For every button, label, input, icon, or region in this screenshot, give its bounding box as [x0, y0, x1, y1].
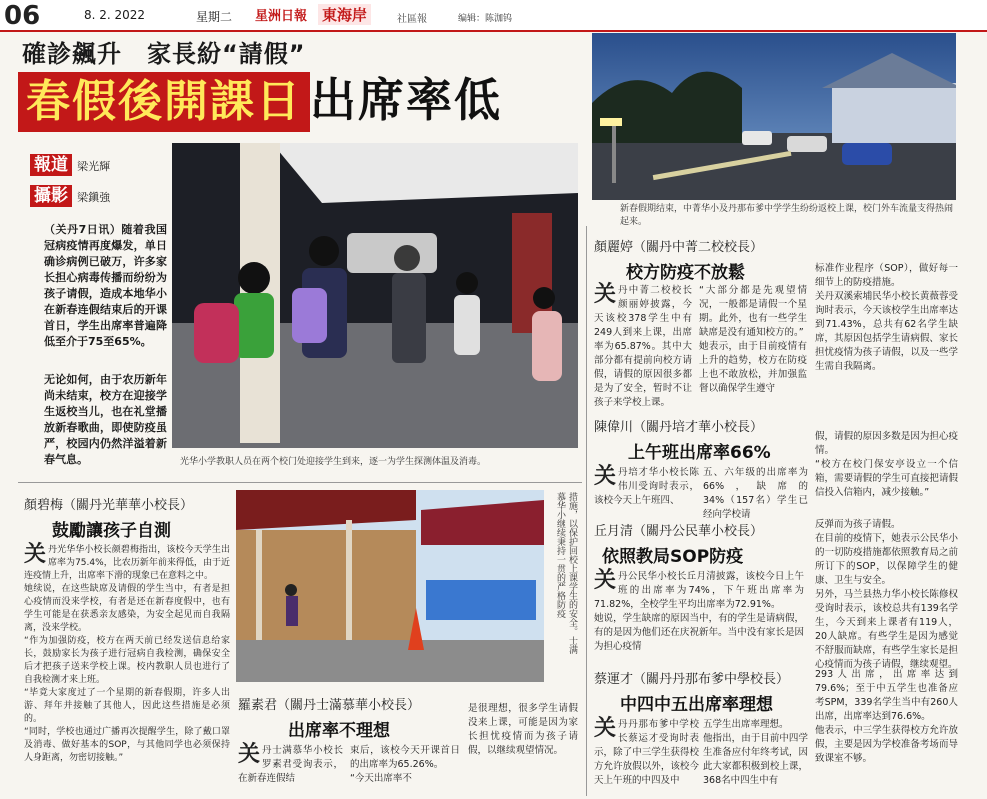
lead-paragraph-2: 无论如何，由于农历新年尚未结束，校方在迎接学生返校当儿，也在礼堂播放新春歌曲，即使防疫虽严，校园内仍然洋溢着新春气息。: [44, 373, 167, 466]
column-divider: [586, 226, 587, 796]
section-6-text-col2: 五学生出席率理想。 他指出，由于目前中四学生准备应付年终考试，因此大家都积极到校上课，368名中四生中有: [703, 719, 808, 786]
section-3-text-col2: “大部分都是先观望情况，一般都是请假一个星期。此外，也有一些学生缺席是没有通知校方的。” 她表示，由于目前疫情有上升的趋势，校方在防疫上也不敢放松，并加强监督以确保学生遵守: [699, 285, 807, 394]
section-6-title: 中四中五出席率理想: [620, 695, 773, 715]
section-6-name: 蔡運才（關丹丹那布爹中學校長）: [594, 672, 790, 687]
section-3-title: 校方防疫不放鬆: [626, 263, 745, 283]
kicker-headline: 確診飆升 家長紛“請假”: [22, 40, 306, 68]
dropcap: 关: [238, 742, 261, 767]
section-4-text: 关丹培才华小校长陈伟川受询时表示，该校今天上午班四、: [594, 464, 699, 506]
editor-credit: 编辑：陈泇钨: [458, 14, 513, 24]
section-5-name: 丘月清（關丹公民華小校長）: [594, 524, 764, 539]
section-6-text: 关丹丹那布爹中学校长蔡运才受询时表示，除了中三学生获得校方允许放假以外，该校今天上午班的中四及中: [594, 716, 699, 786]
headline-red-part: 春假後開課日: [18, 72, 310, 132]
section-5-text-col3: 反弹而为孩子请假。 在目前的疫情下，她表示公民华小的一切防疫措施都依照教育局之前所订下的SOP，以保障学生的健康、卫生与安全。 另外，马兰县热力华小校长陈修权受询时表示，该校总共有139名学生，今天到来上课者有119人，20人缺席。有些学生是因为感觉不舒服而缺席，有些学生家长是担心疫情而为孩子请假，继续观望。: [815, 519, 958, 670]
photographer-name: 梁鎭強: [77, 191, 111, 204]
dropcap: 关: [594, 282, 617, 307]
section-2-title: 出席率不理想: [288, 721, 390, 741]
section-1-text: 关丹光华华小校长颜碧梅指出，该校今天学生出席率为75.4%，比农历新年前来得低，由于近连疫情上升，出席率下滑的现象已在意料之中。 她续说，在这些缺席及请假的学生当中，有者是担心疫情而没来学校，有者是还在新春度假中，也有学生可能是在获悉亲友感染，为安全起见而自我隔离，没来学校。 “作为加强防疫，校方在两天前已经发送信息给家长，鼓励家长为孩子进行冠病自我检测，确保安全后才把孩子送来学校上课。校内教职人员也进行了自我检测才来上班。 “毕竟大家度过了一个星期的新春假期，许多人出游、拜年并接触了其他人，因此这些措施是必须的。 “同时，学校也通过广播再次提醒学生，除了戴口罩及消毒、做好基本的SOP，与其他同学也必须保持人身距离，勿密切接触。”: [24, 542, 230, 763]
dropcap: 关: [24, 542, 47, 567]
weekday: 星期二: [196, 10, 233, 24]
street-photo: [592, 33, 956, 200]
paper-logo: 星洲日報: [255, 9, 308, 24]
main-photo: [172, 143, 578, 448]
section-5-title: 依照教局SOP防疫: [602, 547, 744, 567]
dropcap: 关: [594, 568, 617, 593]
section-2-text-col2: 束后，该校今天开课首日的出席率为65.26%。 “今天出席率不: [350, 745, 460, 784]
section-4-name: 陳偉川（關丹培才華小校長）: [594, 420, 764, 435]
section-3-name: 顏麗婷（關丹中菁二校校長）: [594, 240, 764, 255]
top-right-photo-caption: 新春假期结束，中菁华小及丹那布爹中学学生纷纷返校上课，校门外车流量支得热闹起来。: [620, 204, 954, 227]
section-suffix: 社區報: [397, 14, 427, 25]
section-3-text-col3: 标准作业程序（SOP），做好每一细节上的防疫措施。 关丹双溪索埔民华小校长黄薇蓉受询时表示，今天该校学生出席率达到71.43%，总共有62名学生缺席，其原因包括学生请病假、家长担忧疫情为孩子请假，以及一些学生需自我隔离。: [815, 263, 958, 372]
headline-black-part: 出席率低: [310, 73, 502, 127]
section-4-text-col3: 假，请假的原因多数是因为担心疫情。 “校方在校门保安亭设立一个信箱，需要请假的学生可直接把请假信投入信箱内，减少接触。”: [815, 431, 958, 498]
report-tag: 報道: [30, 154, 72, 176]
main-photo-caption: 光华小学教职人员在两个校门处迎接学生到来，逐一为学生探测体温及消毒。: [180, 457, 487, 467]
section-6-text-col3: 293人出席，出席率达到79.6%；至于中五学生也准备应考SPM，339名学生当中有260人出席，出席率达到76.6%。 他表示，中三学生获得校方允许放假，主要是因为学校准备考场而导致课室不够。: [815, 669, 958, 764]
section-logo: 東海岸: [318, 4, 371, 25]
section-4-title: 上午班出席率66%: [628, 443, 771, 463]
lead-paragraph: （关丹7日讯）随着我国冠病疫情再度爆发，单日确诊病例已破万，许多家长担心病毒传播而纷纷为孩子请假，造成本地华小在新春连假结束后的开课首日，学生出席率普遍降低至介于75至65%。: [44, 223, 167, 348]
section-1-title: 鼓勵讓孩子自測: [52, 521, 171, 541]
dropcap: 关: [594, 464, 617, 489]
dropcap: 关: [594, 716, 617, 741]
school-gate-photo: [236, 490, 544, 682]
issue-date: 8. 2. 2022: [84, 8, 146, 22]
section-2-name: 羅素君（關丹士滿慕華小校長）: [238, 698, 421, 713]
section-1-name: 顏碧梅（關丹光華華小校長）: [24, 498, 194, 513]
section-2-text-col3: 是很理想，很多学生请假没来上课，可能是因为家长担忧疫情而为孩子请假，以继续观望情况。: [468, 703, 578, 756]
page-header: [0, 0, 987, 32]
section-divider: [18, 482, 582, 483]
section-2-text: 关丹士满慕华小校长罗素君受询表示，在新春连假结: [238, 742, 343, 784]
reporter-name: 梁光輝: [77, 160, 111, 173]
section-3-text: 关丹中菁二校校长颜丽婷披露，今天该校378学生中有249人到来上课，出席率为65.87%。其中大部分都有提前向校方请假，请假的原因很多都是为了安全，暂时不让孩子来学校上课。: [594, 282, 692, 408]
main-headline: [18, 72, 558, 138]
page-number: 06: [4, 1, 41, 31]
photo-tag: 攝影: [30, 185, 72, 207]
vertical-photo-caption: 措施，以保护回校上课学生的安全。士满慕华小继续秉持一贯的严格防疫: [555, 492, 577, 654]
section-4-text-col2: 五、六年级的出席率为66%，缺席的34%（157名）学生已经向学校请: [703, 467, 808, 520]
section-5-text: 关丹公民华小校长丘月清披露，该校今日上午班的出席率为74%，下午班出席率为71.82%，全校学生平均出席率为72.91%。 她说，学生缺席的原因当中，有的学生是请病假，有的是因为他们还在庆祝新年。当中没有家长是因为担心疫情: [594, 568, 804, 652]
byline: [30, 150, 110, 206]
